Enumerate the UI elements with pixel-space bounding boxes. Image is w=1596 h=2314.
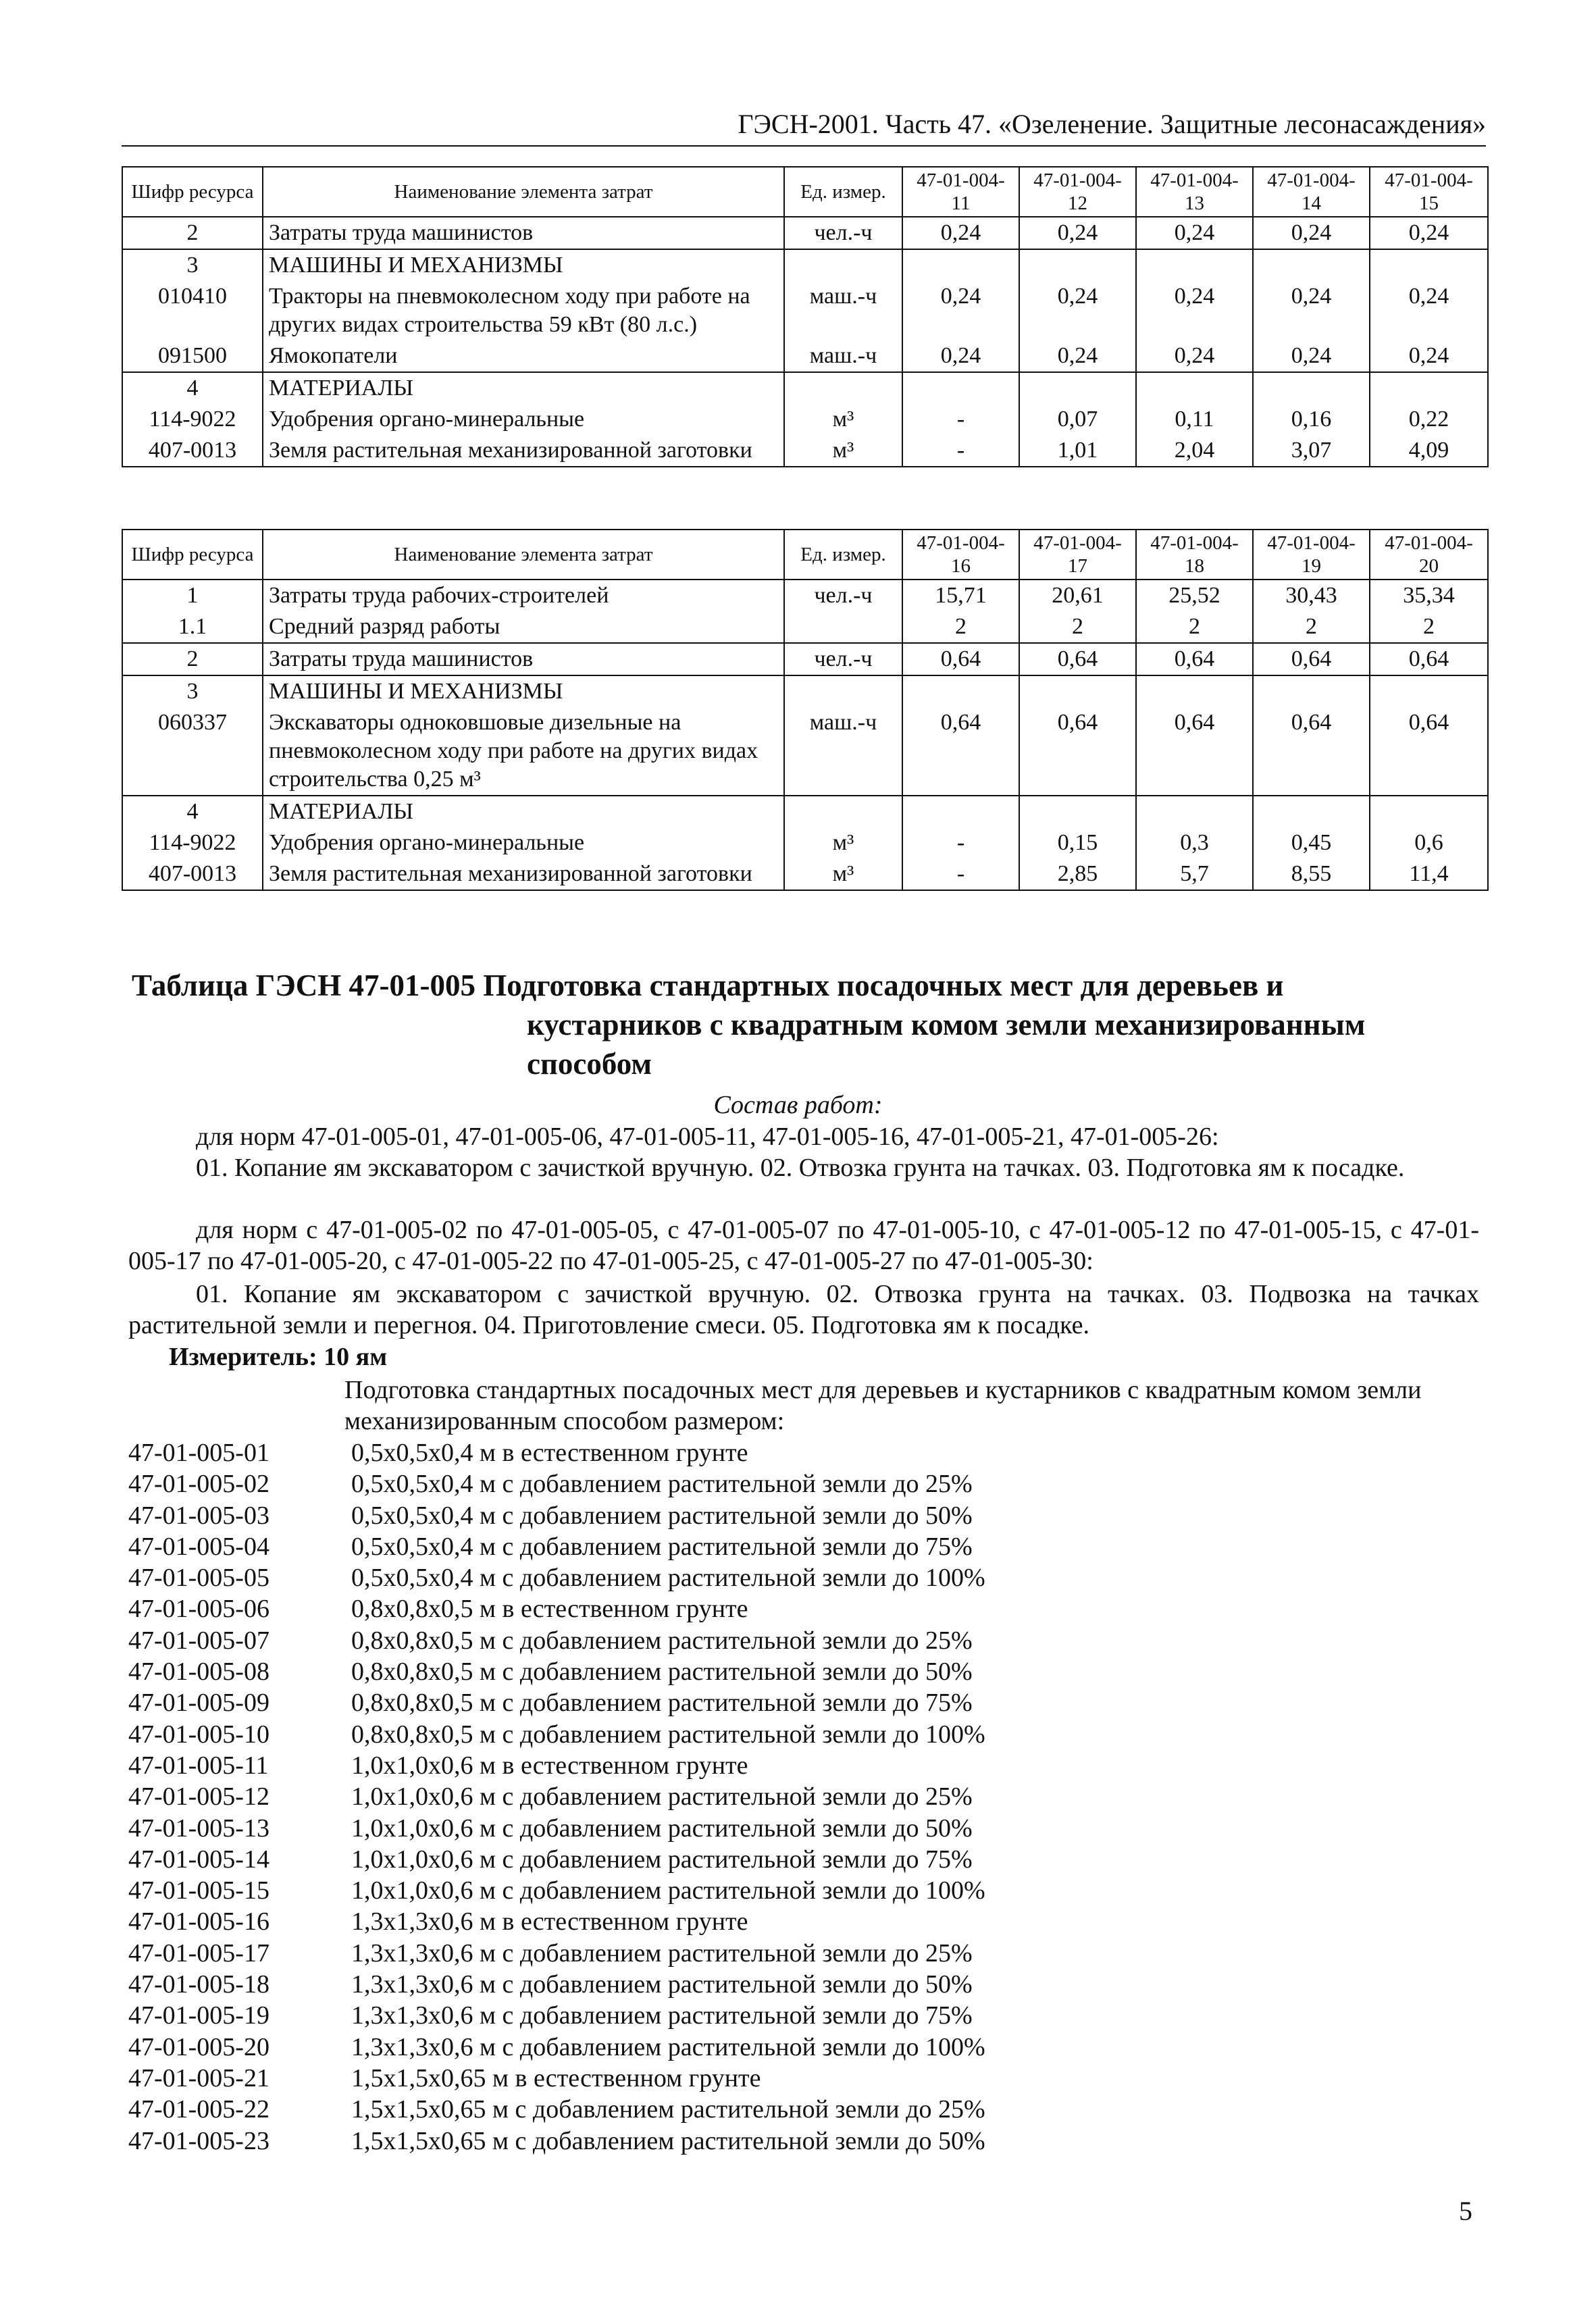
resource-name: Экскаваторы одноковшовые дизельные на пневмоколесном ходу при работе на других видах строительства 0,25 м³ bbox=[263, 707, 784, 796]
col-header-norm: 47-01-004-20 bbox=[1370, 530, 1488, 580]
resource-value: 0,64 bbox=[1136, 707, 1253, 796]
resource-value: 2 bbox=[1136, 611, 1253, 643]
col-header-norm: 47-01-004-19 bbox=[1253, 530, 1370, 580]
norm-code: 47-01-005-15 bbox=[128, 1876, 269, 1905]
list-item bbox=[128, 1562, 1412, 1593]
resource-value: 2 bbox=[1019, 611, 1136, 643]
norm-description: 0,5х0,5х0,4 м с добавлением растительной земли до 75% bbox=[351, 1532, 973, 1561]
resource-unit: м³ bbox=[784, 435, 902, 467]
col-header-norm: 47-01-004-17 bbox=[1019, 530, 1136, 580]
list-item bbox=[128, 2032, 1412, 2063]
resource-value: 8,55 bbox=[1253, 858, 1370, 890]
list-item bbox=[128, 2063, 1412, 2094]
norm-description: 1,0х1,0х0,6 м в естественном грунте bbox=[351, 1751, 748, 1780]
resource-value: 0,24 bbox=[1019, 217, 1136, 249]
resource-value: 0,16 bbox=[1253, 404, 1370, 435]
norm-description: 0,5х0,5х0,4 м с добавлением растительной земли до 100% bbox=[351, 1564, 985, 1593]
norm-code: 47-01-005-04 bbox=[128, 1532, 269, 1561]
list-item bbox=[128, 1625, 1412, 1656]
resource-code: 3 bbox=[122, 675, 263, 707]
resource-name: Ямокопатели bbox=[263, 340, 784, 372]
norm-code: 47-01-005-06 bbox=[128, 1595, 269, 1624]
norm-description: 1,5х1,5х0,65 м с добавлением растительной земли до 25% bbox=[351, 2095, 985, 2124]
col-header-norm: 47-01-004-18 bbox=[1136, 530, 1253, 580]
resource-value: 0,64 bbox=[902, 643, 1019, 675]
resource-code: 407-0013 bbox=[122, 435, 263, 467]
resource-value: 0,64 bbox=[1019, 643, 1136, 675]
resource-value: 0,64 bbox=[1370, 643, 1488, 675]
norms-list bbox=[128, 1437, 1412, 2157]
table-row bbox=[122, 707, 1488, 796]
norm-description: 1,3х1,3х0,6 м с добавлением растительной земли до 75% bbox=[351, 2001, 973, 2030]
resource-value: 30,43 bbox=[1253, 580, 1370, 611]
norm-code: 47-01-005-17 bbox=[128, 1938, 269, 1968]
col-header-unit: Ед. измер. bbox=[784, 530, 902, 580]
resource-value: 2 bbox=[902, 611, 1019, 643]
list-item bbox=[128, 1719, 1412, 1750]
resource-unit: м³ bbox=[784, 404, 902, 435]
col-header-norm: 47-01-004-15 bbox=[1370, 167, 1488, 217]
table-section-row bbox=[122, 249, 1488, 281]
col-header-norm: 47-01-004-11 bbox=[902, 167, 1019, 217]
norm-code: 47-01-005-01 bbox=[128, 1439, 269, 1467]
section-title: МАТЕРИАЛЫ bbox=[263, 372, 784, 404]
resource-unit: маш.-ч bbox=[784, 281, 902, 340]
table-section-row bbox=[122, 372, 1488, 404]
norm-code: 47-01-005-07 bbox=[128, 1626, 269, 1655]
resource-value: 5,7 bbox=[1136, 858, 1253, 890]
list-item bbox=[128, 1875, 1412, 1906]
norm-code: 47-01-005-21 bbox=[128, 2063, 269, 2092]
resource-value: 0,24 bbox=[1370, 340, 1488, 372]
list-item bbox=[128, 2000, 1412, 2031]
col-header-norm: 47-01-004-16 bbox=[902, 530, 1019, 580]
resource-value: 0,24 bbox=[1253, 340, 1370, 372]
resource-name: Земля растительная механизированной заготовки bbox=[263, 858, 784, 890]
resource-code: 1 bbox=[122, 580, 263, 611]
norm-code: 47-01-005-16 bbox=[128, 1907, 269, 1936]
norm-code: 47-01-005-12 bbox=[128, 1782, 269, 1811]
section-title: МАШИНЫ И МЕХАНИЗМЫ bbox=[263, 675, 784, 707]
list-item bbox=[128, 1531, 1412, 1562]
resource-unit: маш.-ч bbox=[784, 340, 902, 372]
resource-value: - bbox=[902, 435, 1019, 467]
norm-code: 47-01-005-13 bbox=[128, 1814, 269, 1843]
table-row bbox=[122, 404, 1488, 435]
paragraph-works-2: 01. Копание ям экскаватором с зачисткой вручную. 02. Отвозка грунта на тачках. 03. Подвозка на тачках растительной земли и перегноя. 04. Приготовление смеси. 05. Подготовка ям к посадке. bbox=[128, 1280, 1479, 1339]
resource-code: 114-9022 bbox=[122, 404, 263, 435]
resource-unit: м³ bbox=[784, 858, 902, 890]
resource-code: 3 bbox=[122, 249, 263, 281]
col-header-norm: 47-01-004-14 bbox=[1253, 167, 1370, 217]
work-composition-label: Состав работ: bbox=[713, 1091, 883, 1119]
resource-code: 2 bbox=[122, 217, 263, 249]
resource-name: Затраты труда рабочих-строителей bbox=[263, 580, 784, 611]
resource-value: 0,24 bbox=[902, 340, 1019, 372]
table-row bbox=[122, 580, 1488, 611]
table-row bbox=[122, 858, 1488, 890]
resource-unit: чел.-ч bbox=[784, 643, 902, 675]
col-header-code: Шифр ресурса bbox=[122, 530, 263, 580]
resource-value: 15,71 bbox=[902, 580, 1019, 611]
resource-code: 114-9022 bbox=[122, 827, 263, 858]
norm-description: 1,5х1,5х0,65 м в естественном грунте bbox=[351, 2063, 761, 2092]
resource-value: 0,64 bbox=[1253, 707, 1370, 796]
resource-value: - bbox=[902, 858, 1019, 890]
norm-code: 47-01-005-23 bbox=[128, 2126, 269, 2155]
table-header-row bbox=[122, 167, 1488, 217]
paragraph-norms-2: для норм с 47-01-005-02 по 47-01-005-05, с 47-01-005-07 по 47-01-005-10, с 47-01-005-12 по 47-01-005-15, с 47-01-005-17 по 47-01-005-20, с 47-01-005-22 по 47-01-005-25, с 47-01-005-27 по 47-01-005-30: bbox=[128, 1216, 1479, 1275]
resource-value: 0,11 bbox=[1136, 404, 1253, 435]
list-item bbox=[128, 1437, 1412, 1468]
measurement-unit: Измеритель: 10 ям bbox=[169, 1343, 388, 1371]
col-header-name: Наименование элемента затрат bbox=[263, 167, 784, 217]
norm-code: 47-01-005-03 bbox=[128, 1501, 269, 1530]
resource-code: 091500 bbox=[122, 340, 263, 372]
col-header-name: Наименование элемента затрат bbox=[263, 530, 784, 580]
resource-value: 20,61 bbox=[1019, 580, 1136, 611]
table-row bbox=[122, 217, 1488, 249]
resource-value: 0,24 bbox=[902, 281, 1019, 340]
norm-code: 47-01-005-10 bbox=[128, 1720, 269, 1749]
resource-value: 0,24 bbox=[1136, 340, 1253, 372]
resource-value: 2,85 bbox=[1019, 858, 1136, 890]
resource-value: 2 bbox=[1253, 611, 1370, 643]
resource-value: 0,3 bbox=[1136, 827, 1253, 858]
resource-value: 4,09 bbox=[1370, 435, 1488, 467]
norm-description: 0,8х0,8х0,5 м с добавлением растительной земли до 75% bbox=[351, 1689, 973, 1718]
table-row bbox=[122, 643, 1488, 675]
resource-value: - bbox=[902, 404, 1019, 435]
list-item bbox=[128, 1938, 1412, 1969]
resource-code: 4 bbox=[122, 796, 263, 827]
resource-value: 3,07 bbox=[1253, 435, 1370, 467]
list-item bbox=[128, 1500, 1412, 1531]
norm-code: 47-01-005-20 bbox=[128, 2032, 269, 2061]
table-row bbox=[122, 435, 1488, 467]
resource-code: 010410 bbox=[122, 281, 263, 340]
table-row bbox=[122, 827, 1488, 858]
norm-code: 47-01-005-14 bbox=[128, 1845, 269, 1874]
norm-description: 0,8х0,8х0,5 м в естественном грунте bbox=[351, 1595, 748, 1624]
norm-description: 1,3х1,3х0,6 м с добавлением растительной земли до 100% bbox=[351, 2032, 985, 2061]
norm-description: 1,3х1,3х0,6 м с добавлением растительной земли до 50% bbox=[351, 1970, 973, 1999]
heading-line-1: Таблица ГЭСН 47-01-005 Подготовка стандартных посадочных мест для деревьев и bbox=[132, 969, 1284, 1002]
resource-code: 407-0013 bbox=[122, 858, 263, 890]
resource-value: 0,45 bbox=[1253, 827, 1370, 858]
table-header-row bbox=[122, 530, 1488, 580]
resource-value: 1,01 bbox=[1019, 435, 1136, 467]
resource-unit: м³ bbox=[784, 827, 902, 858]
resource-unit: чел.-ч bbox=[784, 580, 902, 611]
resource-unit: маш.-ч bbox=[784, 707, 902, 796]
resource-name: Затраты труда машинистов bbox=[263, 643, 784, 675]
resource-value: 2 bbox=[1370, 611, 1488, 643]
resource-name: Средний разряд работы bbox=[263, 611, 784, 643]
heading-line-3: способом bbox=[527, 1047, 652, 1081]
resource-table-1 bbox=[122, 166, 1489, 467]
norm-code: 47-01-005-02 bbox=[128, 1470, 269, 1499]
resource-code: 1.1 bbox=[122, 611, 263, 643]
resource-value: 0,24 bbox=[1136, 281, 1253, 340]
resource-name: Удобрения органо-минеральные bbox=[263, 404, 784, 435]
resource-value: 0,64 bbox=[1370, 707, 1488, 796]
resource-value: 0,22 bbox=[1370, 404, 1488, 435]
resource-value: 0,64 bbox=[1136, 643, 1253, 675]
paragraph-works-1: 01. Копание ям экскаватором с зачисткой вручную. 02. Отвозка грунта на тачках. 03. Подготовка ям к посадке. bbox=[196, 1154, 1405, 1182]
resource-value: 0,24 bbox=[1019, 340, 1136, 372]
norm-description: 0,5х0,5х0,4 м с добавлением растительной земли до 25% bbox=[351, 1470, 973, 1499]
table-section-row bbox=[122, 796, 1488, 827]
norm-description: 1,0х1,0х0,6 м с добавлением растительной земли до 100% bbox=[351, 1876, 985, 1905]
resource-value: - bbox=[902, 827, 1019, 858]
norm-description: 0,8х0,8х0,5 м с добавлением растительной земли до 100% bbox=[351, 1720, 985, 1749]
paragraph-norms-1: для норм 47-01-005-01, 47-01-005-06, 47-01-005-11, 47-01-005-16, 47-01-005-21, 47-01-005-26: bbox=[196, 1123, 1219, 1151]
resource-unit: чел.-ч bbox=[784, 217, 902, 249]
norm-description: 1,5х1,5х0,65 м с добавлением растительной земли до 50% bbox=[351, 2126, 985, 2155]
resource-value: 0,24 bbox=[1253, 281, 1370, 340]
list-item bbox=[128, 2126, 1412, 2157]
norm-code: 47-01-005-05 bbox=[128, 1564, 269, 1593]
resource-value: 0,24 bbox=[1019, 281, 1136, 340]
norm-description: 0,5х0,5х0,4 м с добавлением растительной земли до 50% bbox=[351, 1501, 973, 1530]
resource-value: 11,4 bbox=[1370, 858, 1488, 890]
col-header-norm: 47-01-004-13 bbox=[1136, 167, 1253, 217]
resource-value: 0,64 bbox=[1253, 643, 1370, 675]
list-item bbox=[128, 1656, 1412, 1687]
list-item bbox=[128, 1844, 1412, 1875]
resource-value: 0,24 bbox=[1136, 217, 1253, 249]
norm-description: 1,3х1,3х0,6 м в естественном грунте bbox=[351, 1907, 748, 1936]
norm-description: 0,8х0,8х0,5 м с добавлением растительной земли до 50% bbox=[351, 1657, 973, 1687]
resource-value: 0,24 bbox=[902, 217, 1019, 249]
resource-value: 0,15 bbox=[1019, 827, 1136, 858]
col-header-norm: 47-01-004-12 bbox=[1019, 167, 1136, 217]
section-title: МАШИНЫ И МЕХАНИЗМЫ bbox=[263, 249, 784, 281]
resource-name: Удобрения органо-минеральные bbox=[263, 827, 784, 858]
resource-name: Тракторы на пневмоколесном ходу при работе на других видах строительства 59 кВт (80 л.с.) bbox=[263, 281, 784, 340]
list-item bbox=[128, 1969, 1412, 2000]
norm-code: 47-01-005-18 bbox=[128, 1970, 269, 1999]
list-item bbox=[128, 1781, 1412, 1812]
resource-value: 0,07 bbox=[1019, 404, 1136, 435]
col-header-code: Шифр ресурса bbox=[122, 167, 263, 217]
resource-unit bbox=[784, 611, 902, 643]
norm-code: 47-01-005-22 bbox=[128, 2095, 269, 2124]
resource-table-2 bbox=[122, 529, 1489, 891]
resource-value: 0,24 bbox=[1370, 217, 1488, 249]
resource-code: 4 bbox=[122, 372, 263, 404]
list-item bbox=[128, 1813, 1412, 1844]
list-item bbox=[128, 1593, 1412, 1624]
table-row bbox=[122, 611, 1488, 643]
resource-code: 2 bbox=[122, 643, 263, 675]
resource-name: Земля растительная механизированной заготовки bbox=[263, 435, 784, 467]
norm-code: 47-01-005-11 bbox=[128, 1751, 269, 1780]
norm-description: 0,5х0,5х0,4 м в естественном грунте bbox=[351, 1439, 748, 1467]
norm-description: 1,0х1,0х0,6 м с добавлением растительной земли до 50% bbox=[351, 1814, 973, 1843]
resource-code: 060337 bbox=[122, 707, 263, 796]
resource-value: 25,52 bbox=[1136, 580, 1253, 611]
resource-value: 0,24 bbox=[1370, 281, 1488, 340]
list-item bbox=[128, 1687, 1412, 1718]
list-item bbox=[128, 1468, 1412, 1499]
norm-description: 1,0х1,0х0,6 м с добавлением растительной земли до 75% bbox=[351, 1845, 973, 1874]
norm-code: 47-01-005-08 bbox=[128, 1657, 269, 1687]
table-row bbox=[122, 340, 1488, 372]
heading-line-2: кустарников с квадратным комом земли механизированным bbox=[527, 1008, 1366, 1042]
norm-code: 47-01-005-09 bbox=[128, 1689, 269, 1718]
list-item bbox=[128, 2094, 1412, 2125]
list-item bbox=[128, 1750, 1412, 1781]
list-item bbox=[128, 1906, 1412, 1937]
resource-value: 0,64 bbox=[902, 707, 1019, 796]
running-header: ГЭСН-2001. Часть 47. «Озеленение. Защитные лесонасаждения» bbox=[122, 108, 1486, 147]
section-heading bbox=[132, 966, 1483, 1083]
section-title: МАТЕРИАЛЫ bbox=[263, 796, 784, 827]
table-section-row bbox=[122, 675, 1488, 707]
norm-description: 0,8х0,8х0,5 м с добавлением растительной земли до 25% bbox=[351, 1626, 973, 1655]
resource-name: Затраты труда машинистов bbox=[263, 217, 784, 249]
resource-value: 2,04 bbox=[1136, 435, 1253, 467]
resource-value: 0,64 bbox=[1019, 707, 1136, 796]
norm-description: 1,3х1,3х0,6 м с добавлением растительной земли до 25% bbox=[351, 1938, 973, 1968]
norm-description: 1,0х1,0х0,6 м с добавлением растительной земли до 25% bbox=[351, 1782, 973, 1811]
norms-intro: Подготовка стандартных посадочных мест для деревьев и кустарников с квадратным комом земли механизированным способом размером: bbox=[344, 1376, 1422, 1435]
resource-value: 0,6 bbox=[1370, 827, 1488, 858]
norm-code: 47-01-005-19 bbox=[128, 2001, 269, 2030]
resource-value: 0,24 bbox=[1253, 217, 1370, 249]
resource-value: 35,34 bbox=[1370, 580, 1488, 611]
table-row bbox=[122, 281, 1488, 340]
page-number: 5 bbox=[1459, 2196, 1472, 2226]
col-header-unit: Ед. измер. bbox=[784, 167, 902, 217]
